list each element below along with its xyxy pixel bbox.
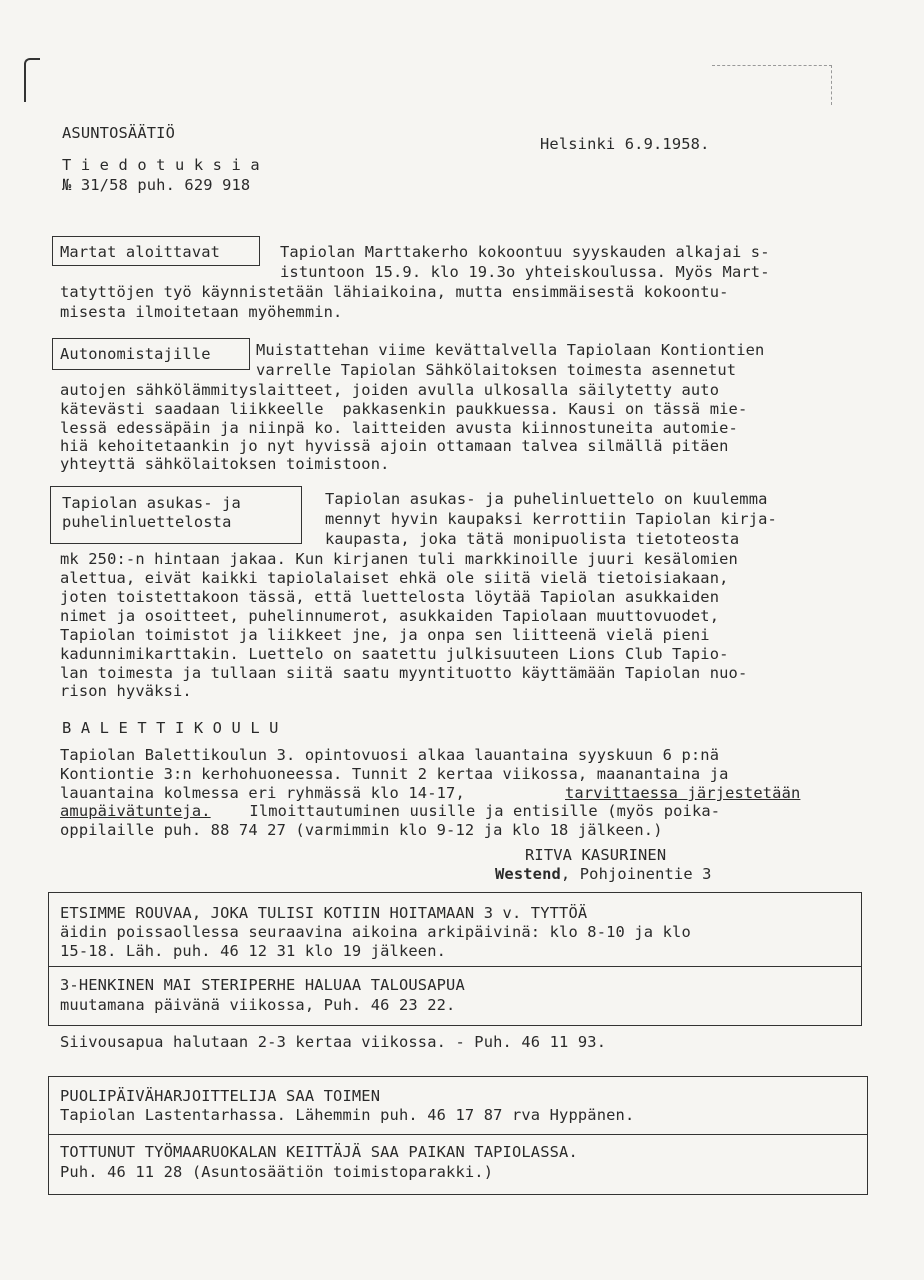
puhelinluettelo-line: mennyt hyvin kaupaksi kerrottiin Tapiolan kirja- <box>325 510 777 528</box>
ad-line: ETSIMME ROUVAA, JOKA TULISI KOTIIN HOITAMAAN 3 v. TYTTÖÄ <box>60 904 588 922</box>
puhelinluettelo-heading-2: puhelinluettelosta <box>62 513 232 531</box>
puhelinluettelo-line: rison hyväksi. <box>60 682 192 700</box>
ad-line: Puh. 46 11 28 (Asuntosäätiön toimistoparakki.) <box>60 1163 494 1181</box>
autonomistajille-line: Muistattehan viime kevättalvella Tapiolaan Kontiontien <box>256 341 765 359</box>
balettikoulu-line: oppilaille puh. 88 74 27 (varmimmin klo 9-12 ja klo 18 jälkeen.) <box>60 821 663 839</box>
balettikoulu-heading: B A L E T T I K O U L U <box>62 719 279 737</box>
ad-line: PUOLIPÄIVÄHARJOITTELIJA SAA TOIMEN <box>60 1087 381 1105</box>
signature-address-bold: Westend <box>495 865 561 883</box>
ad-line: TOTTUNUT TYÖMAARUOKALAN KEITTÄJÄ SAA PAIKAN TAPIOLASSA. <box>60 1143 578 1161</box>
puhelinluettelo-line: Tapiolan asukas- ja puhelinluettelo on kuulemma <box>325 490 768 508</box>
martat-line: Tapiolan Marttakerho kokoontuu syyskauden alkajai s- <box>280 243 770 261</box>
martat-line: istuntoon 15.9. klo 19.3o yhteiskoulussa. Myös Mart- <box>280 263 770 281</box>
puhelinluettelo-line: kadunnimikarttakin. Luettelo on saatettu julkisuuteen Lions Club Tapio- <box>60 645 729 663</box>
bulletin-title: T i e d o t u k s i a <box>62 156 260 174</box>
martat-line: tatyttöjen työ käynnistetään lähiaikoina, mutta ensimmäisestä kokoontu- <box>60 283 729 301</box>
autonomistajille-line: kätevästi saadaan liikkeelle pakkasenkin paukkuessa. Kausi on tässä mie- <box>60 400 748 418</box>
balettikoulu-underlined: tarvittaessa järjestetään <box>565 784 801 802</box>
ad-line: äidin poissaollessa seuraavina aikoina arkipäivinä: klo 8-10 ja klo <box>60 923 691 941</box>
ad-line: 3-HENKINEN MAI STERIPERHE HALUAA TALOUSAPUA <box>60 976 465 994</box>
balettikoulu-line: Kontiontie 3:n kerhohuoneessa. Tunnit 2 kertaa viikossa, maanantaina ja <box>60 765 729 783</box>
corner-guide-top <box>712 65 832 66</box>
autonomistajille-line: yhteyttä sähkölaitoksen toimistoon. <box>60 455 390 473</box>
signature-name: RITVA KASURINEN <box>525 846 667 864</box>
puhelinluettelo-line: kaupasta, joka tätä monipuolista tietoteosta <box>325 530 740 548</box>
ads-box-1-divider <box>48 966 862 967</box>
siivousapu-notice: Siivousapua halutaan 2-3 kertaa viikossa. - Puh. 46 11 93. <box>60 1033 607 1051</box>
autonomistajille-line: autojen sähkölämmityslaitteet, joiden avulla ulkosalla säilytetty auto <box>60 381 720 399</box>
balettikoulu-line: Tapiolan Balettikoulun 3. opintovuosi alkaa lauantaina syyskuun 6 p:nä <box>60 746 720 764</box>
puhelinluettelo-heading-1: Tapiolan asukas- ja <box>62 494 241 512</box>
binder-mark <box>24 58 40 102</box>
martat-line: misesta ilmoitetaan myöhemmin. <box>60 303 343 321</box>
autonomistajille-line: varrelle Tapiolan Sähkölaitoksen toimesta asennetut <box>256 361 737 379</box>
ad-line: muutamana päivänä viikossa, Puh. 46 23 22. <box>60 996 456 1014</box>
signature-address-rest: , Pohjoinentie 3 <box>560 865 712 883</box>
balettikoulu-line: lauantaina kolmessa eri ryhmässä klo 14-17, <box>60 784 465 802</box>
place-date: Helsinki 6.9.1958. <box>540 135 710 153</box>
puhelinluettelo-line: Tapiolan toimistot ja liikkeet jne, ja onpa sen liitteenä vielä pieni <box>60 626 710 644</box>
autonomistajille-heading: Autonomistajille <box>60 345 211 363</box>
bulletin-number-phone: № 31/58 puh. 629 918 <box>62 176 251 194</box>
signature-address <box>495 865 712 883</box>
corner-guide <box>831 65 832 105</box>
puhelinluettelo-line: mk 250:-n hintaan jakaa. Kun kirjanen tuli markkinoille juuri kesälomien <box>60 550 738 568</box>
balettikoulu-line: Ilmoittautuminen uusille ja entisille (myös poika- <box>240 802 721 820</box>
ad-line: 15-18. Läh. puh. 46 12 31 klo 19 jälkeen. <box>60 942 447 960</box>
puhelinluettelo-line: lan toimesta ja tullaan siitä saatu myyntituotto käyttämään Tapiolan nuo- <box>60 664 748 682</box>
puhelinluettelo-line: nimet ja osoitteet, puhelinnumerot, asukkaiden Tapiolaan muuttovuodet, <box>60 607 720 625</box>
org-name: ASUNTOSÄÄTIÖ <box>62 124 175 142</box>
puhelinluettelo-line: joten toistettakoon tässä, että luettelosta löytää Tapiolan asukkaiden <box>60 588 720 606</box>
ads-box-2-divider <box>48 1134 868 1135</box>
autonomistajille-line: lessä edessäpäin ja niinpä ko. laitteiden avusta kiinnostuneita automie- <box>60 419 738 437</box>
autonomistajille-line: hiä kehoitetaankin jo nyt hyvissä ajoin ottamaan talvea silmällä pitäen <box>60 437 729 455</box>
puhelinluettelo-line: alettua, eivät kaikki tapiolalaiset ehkä ole siitä vielä tietoisiakaan, <box>60 569 729 587</box>
ad-line: Tapiolan Lastentarhassa. Lähemmin puh. 46 17 87 rva Hyppänen. <box>60 1106 635 1124</box>
balettikoulu-underlined-2: amupäivätunteja. <box>60 802 211 820</box>
martat-heading: Martat aloittavat <box>60 243 221 261</box>
